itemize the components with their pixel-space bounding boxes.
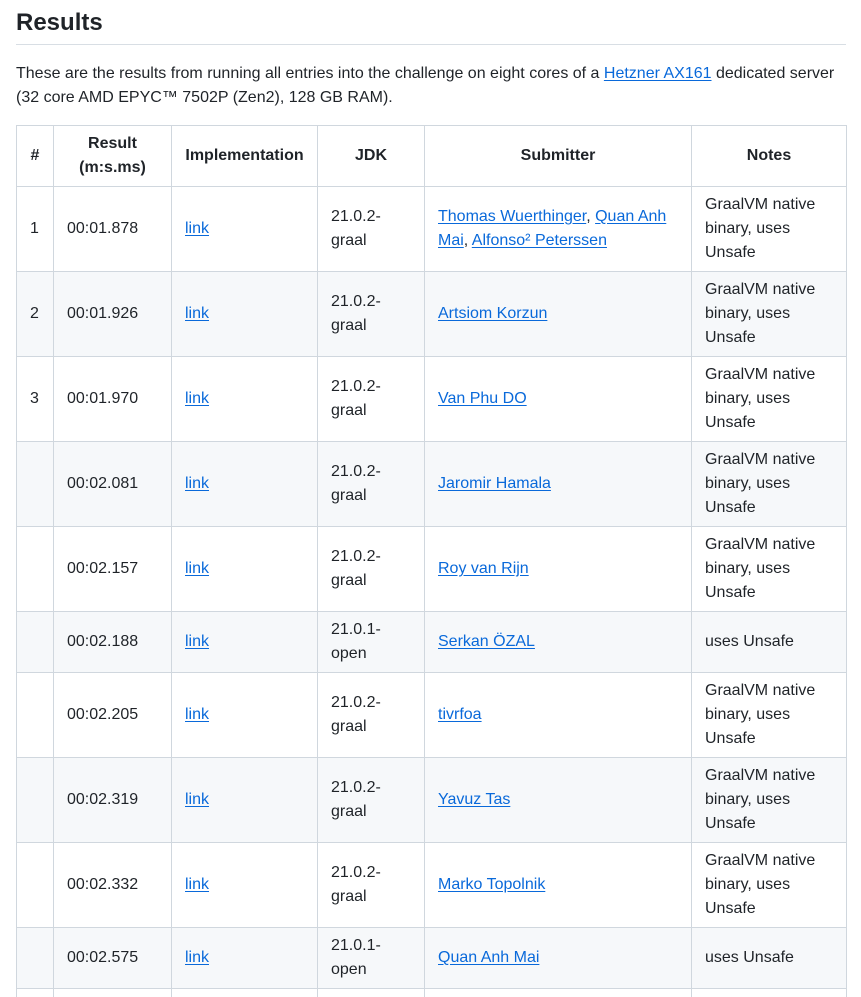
cell-notes: GraalVM native binary, uses Unsafe [692,527,847,612]
cell-submitter [425,758,692,843]
intro-text-after: dedicated server (32 core AMD EPYC™ 7502P (Zen2), 128 GB RAM). [16,65,835,106]
cell-rank [17,442,54,527]
cell-result: 00:01.878 [54,187,172,272]
jdk-distribution: open [331,961,367,978]
cell-result: 00:01.926 [54,272,172,357]
cell-submitter [425,442,692,527]
cell-implementation [172,612,318,673]
table-row [17,843,847,928]
jdk-distribution: open [331,645,367,662]
cell-submitter [425,187,692,272]
table-row [17,357,847,442]
cell-result: 00:02.319 [54,758,172,843]
table-body [17,187,847,997]
cell-empty [692,989,847,997]
cell-result: 00:01.970 [54,357,172,442]
header-jdk: JDK [318,126,425,187]
cell-jdk [318,758,425,843]
jdk-distribution: graal [331,803,367,820]
cell-rank [17,673,54,758]
cell-jdk [318,673,425,758]
cell-jdk [318,187,425,272]
jdk-version: 21.0.2- [331,378,381,395]
table-row [17,758,847,843]
table-row [17,527,847,612]
submitter-link[interactable]: Jaromir Hamala [438,475,551,492]
cell-implementation [172,187,318,272]
implementation-link[interactable]: link [185,876,210,893]
cell-notes: GraalVM native binary, uses Unsafe [692,272,847,357]
submitter-link[interactable]: Thomas Wuerthinger [438,208,587,225]
cell-rank: 1 [17,187,54,272]
cell-notes: uses Unsafe [692,612,847,673]
cell-notes: GraalVM native binary, uses Unsafe [692,442,847,527]
cell-implementation [172,357,318,442]
jdk-version: 21.0.1- [331,937,381,954]
submitter-link[interactable]: tivrfoa [438,706,482,723]
cell-implementation [172,928,318,989]
cell-submitter [425,357,692,442]
submitter-link[interactable]: Quan Anh Mai [438,208,667,249]
cell-implementation [172,758,318,843]
cell-submitter [425,843,692,928]
jdk-distribution: graal [331,402,367,419]
implementation-link[interactable]: link [185,633,210,650]
cell-submitter [425,272,692,357]
results-heading: Results [16,9,103,36]
submitter-link[interactable]: Alfonso² Peterssen [471,232,607,249]
implementation-link[interactable]: link [185,560,210,577]
jdk-version: 21.0.2- [331,463,381,480]
table-row-partial [17,989,847,997]
cell-rank [17,527,54,612]
cell-notes: GraalVM native binary, uses Unsafe [692,758,847,843]
header-implementation: Implementation [172,126,318,187]
hetzner-link[interactable]: Hetzner AX161 [603,65,712,82]
table-row [17,612,847,673]
submitter-separator: , [463,232,472,249]
jdk-version: 21.0.2- [331,864,381,881]
cell-result: 00:02.157 [54,527,172,612]
cell-jdk [318,612,425,673]
cell-rank [17,843,54,928]
cell-implementation [172,442,318,527]
jdk-version: 21.0.2- [331,208,381,225]
cell-jdk [318,928,425,989]
cell-submitter [425,612,692,673]
cell-empty [54,989,172,997]
header-rank: # [17,126,54,187]
header-result [54,126,172,187]
cell-empty [17,989,54,997]
intro-text-before: These are the results from running all entries into the challenge on eight cores of a [16,65,604,82]
cell-rank: 3 [17,357,54,442]
submitter-separator: , [586,208,596,225]
cell-jdk [318,442,425,527]
cell-result: 00:02.205 [54,673,172,758]
table-row [17,442,847,527]
cell-notes: GraalVM native binary, uses Unsafe [692,843,847,928]
cell-rank [17,928,54,989]
implementation-link[interactable]: link [185,791,210,808]
implementation-link[interactable]: link [185,475,210,492]
submitter-link[interactable]: Van Phu DO [438,390,527,407]
cell-empty [318,989,425,997]
jdk-distribution: graal [331,487,367,504]
submitter-link[interactable]: Artsiom Korzun [438,305,548,322]
jdk-version: 21.0.2- [331,548,381,565]
cell-notes: GraalVM native binary, uses Unsafe [692,673,847,758]
cell-empty [425,989,692,997]
submitter-link[interactable]: Yavuz Tas [438,791,511,808]
implementation-link[interactable]: link [185,305,210,322]
cell-implementation [172,272,318,357]
header-result-label: Result [88,135,137,152]
table-row [17,928,847,989]
table-header [17,126,847,187]
cell-rank [17,612,54,673]
jdk-distribution: graal [331,232,367,249]
cell-implementation [172,673,318,758]
implementation-link[interactable]: link [185,949,210,966]
header-submitter: Submitter [425,126,692,187]
cell-submitter [425,527,692,612]
submitter-link[interactable]: Roy van Rijn [438,560,529,577]
jdk-version: 21.0.2- [331,293,381,310]
cell-jdk [318,527,425,612]
implementation-link[interactable]: link [185,706,210,723]
header-result-unit: (m:s.ms) [79,159,146,176]
cell-notes: uses Unsafe [692,928,847,989]
implementation-link[interactable]: link [185,220,210,237]
jdk-version: 21.0.2- [331,779,381,796]
intro-paragraph [16,62,846,110]
heading-divider [16,44,846,45]
submitter-link[interactable]: Quan Anh Mai [438,949,540,966]
cell-jdk [318,357,425,442]
cell-rank [17,758,54,843]
table-row [17,272,847,357]
jdk-distribution: graal [331,888,367,905]
cell-result: 00:02.081 [54,442,172,527]
cell-submitter [425,928,692,989]
submitter-link[interactable]: Marko Topolnik [438,876,546,893]
header-row [17,126,847,187]
cell-result: 00:02.332 [54,843,172,928]
header-notes: Notes [692,126,847,187]
cell-implementation [172,527,318,612]
jdk-version: 21.0.2- [331,694,381,711]
implementation-link[interactable]: link [185,390,210,407]
cell-jdk [318,843,425,928]
cell-result: 00:02.188 [54,612,172,673]
results-table [16,125,847,997]
jdk-distribution: graal [331,572,367,589]
jdk-distribution: graal [331,317,367,334]
cell-rank: 2 [17,272,54,357]
submitter-link[interactable]: Serkan ÖZAL [438,633,535,650]
table-row [17,673,847,758]
cell-notes: GraalVM native binary, uses Unsafe [692,357,847,442]
cell-implementation [172,843,318,928]
cell-submitter [425,673,692,758]
cell-jdk [318,272,425,357]
cell-empty [172,989,318,997]
table-row [17,187,847,272]
cell-notes: GraalVM native binary, uses Unsafe [692,187,847,272]
jdk-version: 21.0.1- [331,621,381,638]
cell-result: 00:02.575 [54,928,172,989]
jdk-distribution: graal [331,718,367,735]
